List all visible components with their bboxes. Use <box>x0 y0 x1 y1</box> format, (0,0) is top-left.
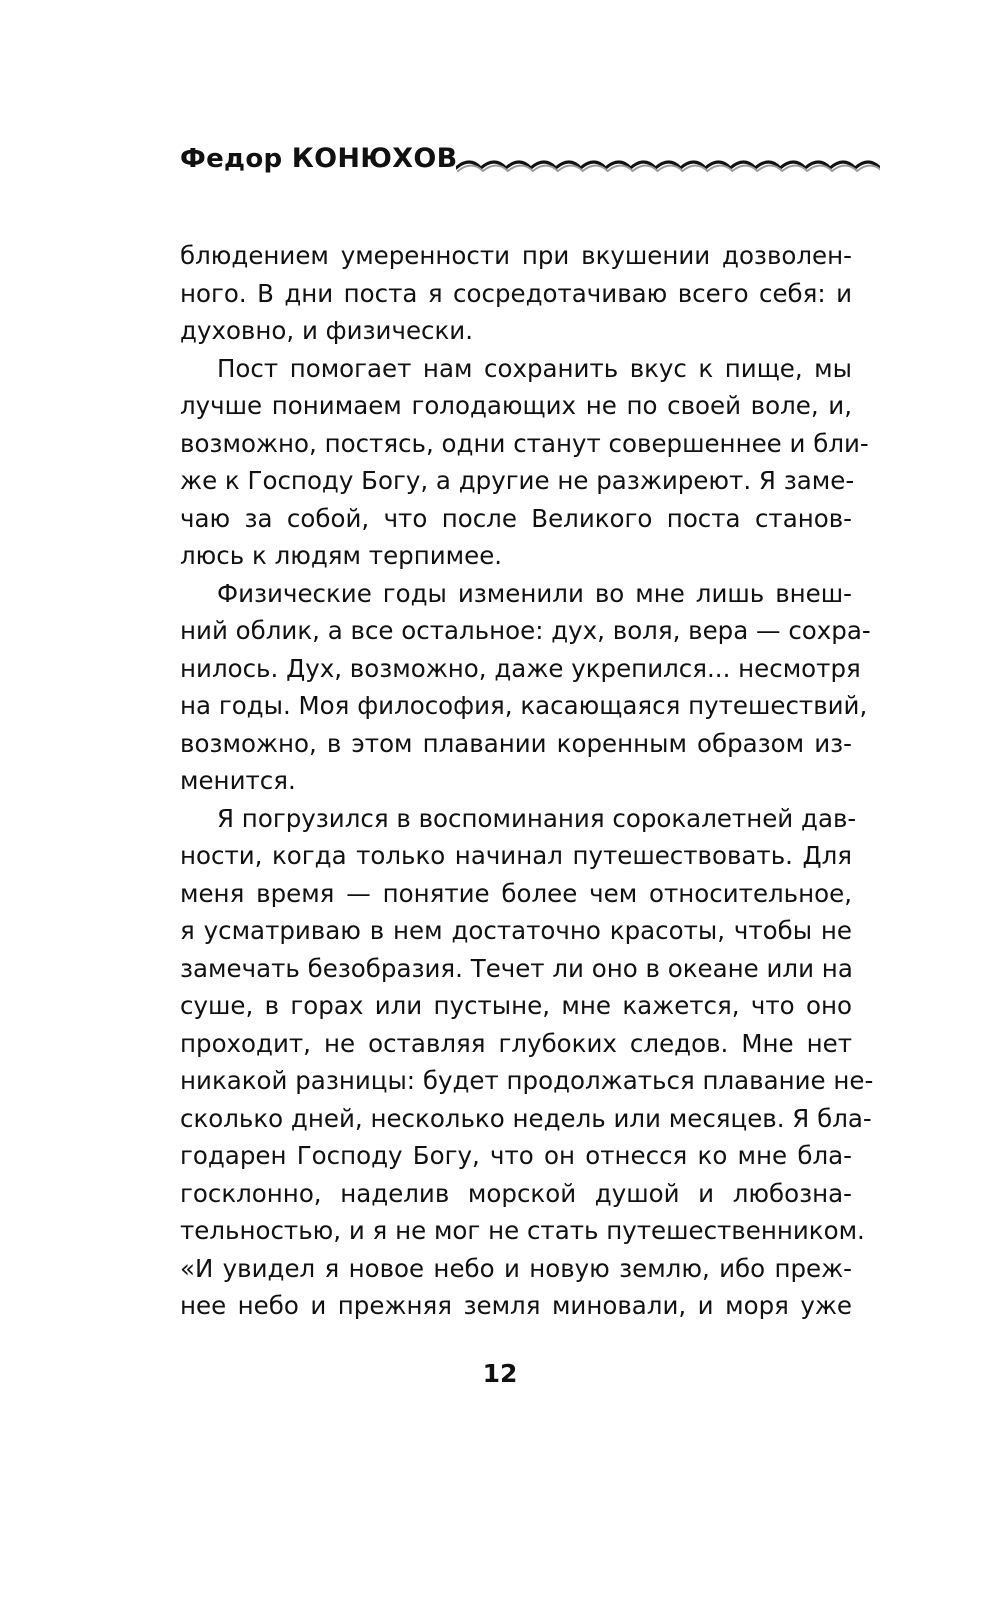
page-number: 12 <box>482 1359 518 1388</box>
text-line: возможно, постясь, одни станут совершеннее и бли- <box>180 428 869 458</box>
wave-ornament-icon <box>456 152 880 174</box>
text-line: же к Господу Богу, а другие не разжиреют. Я заме- <box>180 466 855 495</box>
text-line: люсь к людям терпимее. <box>180 541 503 570</box>
text-line: ного. В дни поста я сосредотачиваю всего себя: и <box>180 278 852 308</box>
text-line: замечать безобразия. Течет ли оно в океане или на <box>180 953 853 983</box>
text-line: ний облик, а все остальное: дух, воля, вера — сохра- <box>180 616 871 645</box>
text-line: тельностью, и я не мог не стать путешественником. <box>180 1216 865 1245</box>
text-line: на годы. Моя философия, касающаяся путешествий, <box>180 691 868 720</box>
text-line: проходит, не оставляя глубоких следов. Мне нет <box>180 1028 852 1058</box>
text-line: менится. <box>180 766 296 795</box>
text-line: чаю за собой, что после Великого поста станов- <box>180 503 852 533</box>
text-line: Пост помогает нам сохранить вкус к пище, мы <box>217 353 852 383</box>
header-author <box>180 142 458 176</box>
text-line: госклонно, наделив морской душой и любозна- <box>180 1178 852 1208</box>
text-line: блюдением умеренности при вкушении дозволен- <box>180 241 852 270</box>
text-line: я усматриваю в нем достаточно красоты, чтобы не <box>180 916 852 945</box>
text-line: лучше понимаем голодающих не по своей воле, и, <box>180 391 852 420</box>
author-last-name: КОНЮХОВ <box>291 143 458 174</box>
text-line: «И увидел я новое небо и новую землю, ибо преж- <box>180 1253 852 1283</box>
running-header <box>180 142 880 182</box>
text-line: возможно, в этом плавании коренным образом из- <box>180 728 852 758</box>
author-first-name: Федор <box>180 144 283 174</box>
text-line: меня время — понятие более чем относительное, <box>180 878 852 908</box>
text-line: никакой разницы: будет продолжаться плавание не- <box>180 1066 874 1095</box>
text-line: суше, в горах или пустыне, мне кажется, что оно <box>180 991 852 1020</box>
text-line: нилось. Дух, возможно, даже укрепился... несмотря <box>180 653 861 683</box>
text-line: годарен Господу Богу, что он отнесся ко мне бла- <box>180 1141 852 1170</box>
text-line: Физические годы изменили во мне лишь внеш- <box>217 578 852 608</box>
body-text <box>180 237 874 1325</box>
text-line: духовно, и физически. <box>180 316 474 345</box>
text-line: сколько дней, несколько недель или месяцев. Я бла- <box>180 1103 872 1133</box>
text-line: нее небо и прежняя земля миновали, и моря уже <box>180 1291 852 1320</box>
text-line: Я погрузился в воспоминания сорокалетней дав- <box>217 803 857 833</box>
text-line: ности, когда только начинал путешествовать. Для <box>180 841 852 870</box>
